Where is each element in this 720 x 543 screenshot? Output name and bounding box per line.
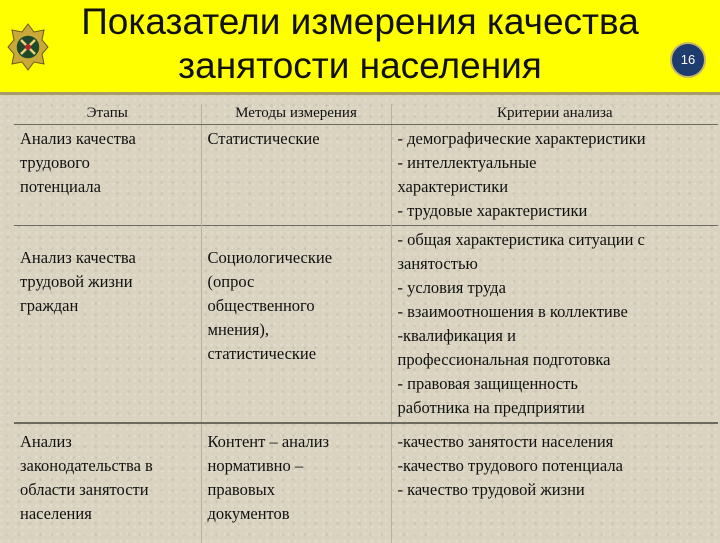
cell-criteria: - общая характеристика ситуации с занятостью - условия труда - взаимоотношения в коллективе -квалификация и профессиональная подготовка - правовая защищенность работника на предприятии xyxy=(391,226,718,424)
page-number-badge: 16 xyxy=(670,42,706,78)
column-header-methods: Методы измерения xyxy=(201,104,391,125)
slide-title: Показатели измерения качества занятости населения xyxy=(81,1,639,86)
cell-stage: Анализ законодательства в области занятости населения xyxy=(14,423,201,543)
cell-method: Контент – анализ нормативно – правовых документов xyxy=(201,423,391,543)
cell-method: Статистические xyxy=(201,125,391,226)
cell-criteria: - демографические характеристики - интеллектуальные характеристики - трудовые характеристики xyxy=(391,125,718,226)
column-header-stages: Этапы xyxy=(14,104,201,125)
quality-indicators-table xyxy=(14,104,718,543)
slide-header xyxy=(0,0,720,95)
table-row xyxy=(14,423,718,543)
table-header-row xyxy=(14,104,718,125)
cell-criteria: -качество занятости населения -качество трудового потенциала - качество трудовой жизни xyxy=(391,423,718,543)
table-row xyxy=(14,226,718,424)
table-row xyxy=(14,125,718,226)
cell-method: Социологические (опрос общественного мнения), статистические xyxy=(201,226,391,424)
column-header-criteria: Критерии анализа xyxy=(391,104,718,125)
cell-stage: Анализ качества трудовой жизни граждан xyxy=(14,226,201,424)
cell-stage: Анализ качества трудового потенциала xyxy=(14,125,201,226)
emblem-icon xyxy=(6,22,50,72)
